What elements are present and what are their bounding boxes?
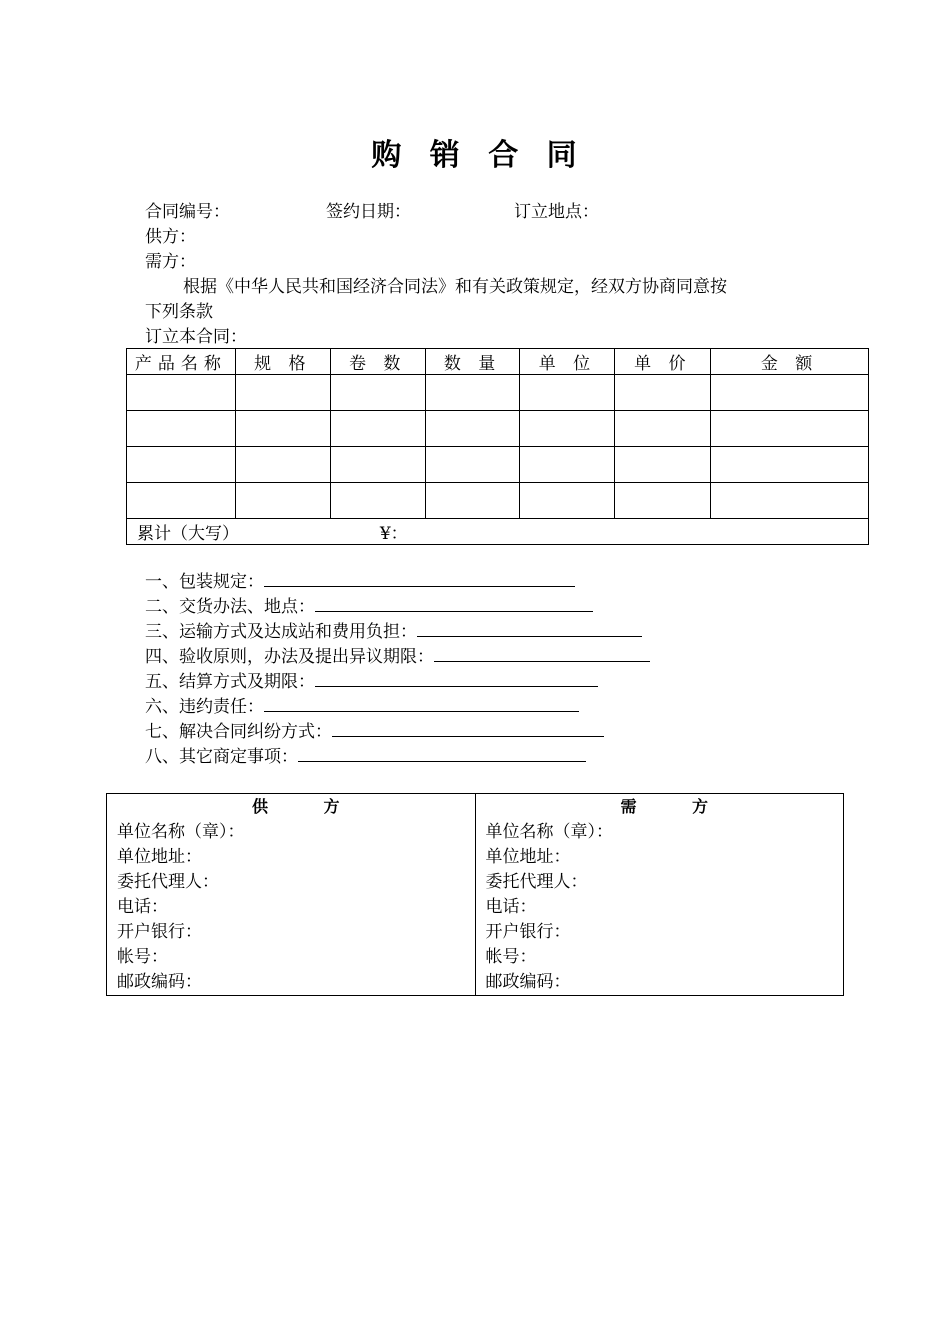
column-header-rolls: 卷 数: [330, 349, 425, 375]
table-cell: [711, 447, 869, 483]
table-cell: [520, 375, 615, 411]
table-cell: [127, 447, 236, 483]
buyer-column: [475, 794, 844, 996]
contract-number-label: 合同编号：: [145, 202, 230, 222]
table-cell: [330, 411, 425, 447]
clause-label: 一、包装规定：: [145, 572, 264, 592]
supplier-postcode: 邮政编码：: [117, 972, 202, 992]
table-cell: [330, 483, 425, 519]
table-row: [127, 483, 869, 519]
sign-date-label: 签约日期：: [326, 202, 411, 222]
clause-other: [145, 745, 586, 769]
fill-in-line: [298, 745, 586, 762]
table-cell: [425, 447, 520, 483]
table-cell: [520, 411, 615, 447]
table-cell: [711, 411, 869, 447]
table-cell: [425, 375, 520, 411]
supplier-phone: 电话：: [117, 897, 168, 917]
fill-in-line: [332, 720, 604, 737]
table-cell: [615, 447, 711, 483]
table-cell: [330, 447, 425, 483]
table-cell: [711, 483, 869, 519]
table-cell: [127, 411, 236, 447]
supplier-heading: 供 方: [251, 797, 340, 816]
buyer-unit-name: 单位名称（章）：: [485, 822, 613, 842]
contract-title: 购 销 合 同: [371, 138, 579, 173]
column-header-unit-price: 单 价: [615, 349, 711, 375]
clause-delivery: [145, 595, 593, 619]
buyer-postcode: 邮政编码：: [485, 972, 571, 992]
goods-table: [126, 348, 869, 545]
supplier-unit-address: 单位地址：: [117, 847, 202, 867]
column-header-amount: 金 额: [711, 349, 869, 375]
total-currency-label: ¥：: [379, 524, 408, 544]
column-header-unit: 单 位: [520, 349, 615, 375]
fill-in-line: [417, 620, 642, 637]
clause-dispute: [145, 720, 604, 744]
sign-place-label: 订立地点：: [514, 202, 599, 222]
fill-in-line: [315, 670, 598, 687]
clause-liability: [145, 695, 579, 719]
fill-in-line: [315, 595, 593, 612]
supplier-bank: 开户银行：: [117, 922, 202, 942]
table-cell: [330, 375, 425, 411]
preamble-line-1: 根据《中华人民共和国经济合同法》和有关政策规定，经双方协商同意按: [183, 277, 727, 297]
table-row: [127, 375, 869, 411]
column-header-quantity: 数 量: [425, 349, 520, 375]
buyer-bank: 开户银行：: [485, 922, 571, 942]
buyer-unit-address: 单位地址：: [485, 847, 571, 867]
table-row: [127, 411, 869, 447]
clause-label: 四、验收原则，办法及提出异议期限：: [145, 647, 434, 667]
goods-table-header: [127, 349, 869, 375]
supplier-unit-name: 单位名称（章）：: [117, 822, 245, 842]
fill-in-line: [264, 570, 575, 587]
table-cell: [615, 411, 711, 447]
clause-label: 二、交货办法、地点：: [145, 597, 315, 617]
clause-transport: [145, 620, 642, 644]
total-label: 累计（大写）: [137, 524, 239, 544]
preamble-line-3: 订立本合同：: [145, 327, 247, 347]
clause-settlement: [145, 670, 598, 694]
buyer-phone: 电话：: [485, 897, 537, 917]
table-cell: [235, 375, 330, 411]
clause-label: 八、其它商定事项：: [145, 747, 298, 767]
clause-acceptance: [145, 645, 650, 669]
supplier-account: 帐号：: [117, 947, 168, 967]
supplier-label: 供方：: [145, 227, 196, 247]
buyer-agent: 委托代理人：: [485, 872, 588, 892]
clause-label: 七、解决合同纠纷方式：: [145, 722, 332, 742]
table-cell: [127, 375, 236, 411]
clause-label: 六、违约责任：: [145, 697, 264, 717]
table-cell: [520, 447, 615, 483]
table-cell: [425, 411, 520, 447]
table-cell: [711, 375, 869, 411]
table-cell: [520, 483, 615, 519]
fill-in-line: [264, 695, 579, 712]
table-cell: [425, 483, 520, 519]
party-row: [107, 794, 844, 996]
preamble-line-2: 下列条款: [145, 302, 213, 322]
supplier-agent: 委托代理人：: [117, 872, 219, 892]
table-cell: [235, 447, 330, 483]
total-row: [127, 519, 869, 545]
table-cell: [235, 483, 330, 519]
table-cell: [127, 483, 236, 519]
column-header-spec: 规 格: [235, 349, 330, 375]
clause-label: 三、运输方式及达成站和费用负担：: [145, 622, 417, 642]
table-row: [127, 447, 869, 483]
total-cell: [127, 519, 869, 545]
buyer-label: 需方：: [145, 252, 196, 272]
table-cell: [615, 375, 711, 411]
clause-label: 五、结算方式及期限：: [145, 672, 315, 692]
fill-in-line: [434, 645, 650, 662]
buyer-heading: 需 方: [620, 797, 709, 816]
column-header-product-name: 产品名称: [127, 349, 236, 375]
table-cell: [615, 483, 711, 519]
supplier-column: [107, 794, 476, 996]
table-cell: [235, 411, 330, 447]
party-table: [106, 793, 844, 996]
clause-packaging: [145, 570, 575, 594]
buyer-account: 帐号：: [485, 947, 537, 967]
